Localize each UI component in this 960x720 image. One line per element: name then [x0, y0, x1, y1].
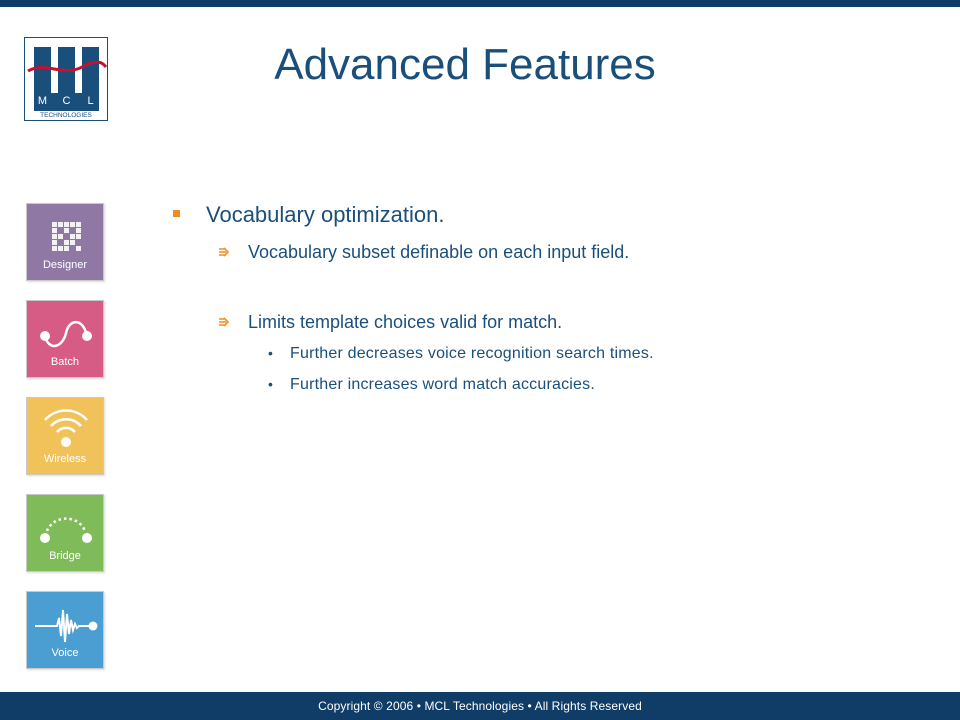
arrow-bullet-icon — [218, 317, 229, 328]
bullet-text: Vocabulary optimization. — [206, 202, 445, 227]
logo-letter-l: L — [87, 95, 94, 107]
bullet-text: Vocabulary subset definable on each input field. — [248, 242, 630, 262]
top-bar — [0, 0, 960, 7]
tile-wireless — [26, 397, 104, 475]
tile-designer — [26, 203, 104, 281]
grid-icon — [27, 210, 105, 258]
tile-bridge — [26, 494, 104, 572]
tile-label: Designer — [42, 259, 88, 271]
dot-bullet-icon: • — [268, 345, 273, 361]
tile-batch — [26, 300, 104, 378]
batch-wave-icon — [27, 307, 105, 355]
slide-title: Advanced Features — [274, 40, 656, 89]
tile-voice — [26, 591, 104, 669]
bullet-text: Further increases word match accuracies. — [290, 376, 595, 393]
square-bullet-icon — [173, 210, 180, 217]
logo-subtitle: TECHNOLOGIES — [40, 112, 92, 119]
tile-label: Voice — [51, 647, 79, 659]
dot-bullet-icon: • — [268, 376, 273, 392]
bullet-text: Limits template choices valid for match. — [248, 312, 563, 332]
bullet-text: Further decreases voice recognition search times. — [290, 345, 654, 362]
footer-bar — [0, 692, 960, 720]
tile-label: Bridge — [49, 550, 81, 562]
tile-label: Batch — [50, 356, 80, 368]
logo-letter-c: C — [62, 95, 71, 107]
bridge-icon — [27, 501, 105, 549]
wireless-icon — [27, 404, 105, 452]
copyright-text: Copyright © 2006 • MCL Technologies • All Rights Reserved — [318, 699, 642, 713]
voice-wave-icon — [27, 598, 105, 646]
logo-letter-m: M — [37, 95, 48, 107]
mcl-logo — [24, 37, 108, 121]
arrow-bullet-icon — [218, 247, 229, 258]
tile-label: Wireless — [43, 453, 87, 465]
